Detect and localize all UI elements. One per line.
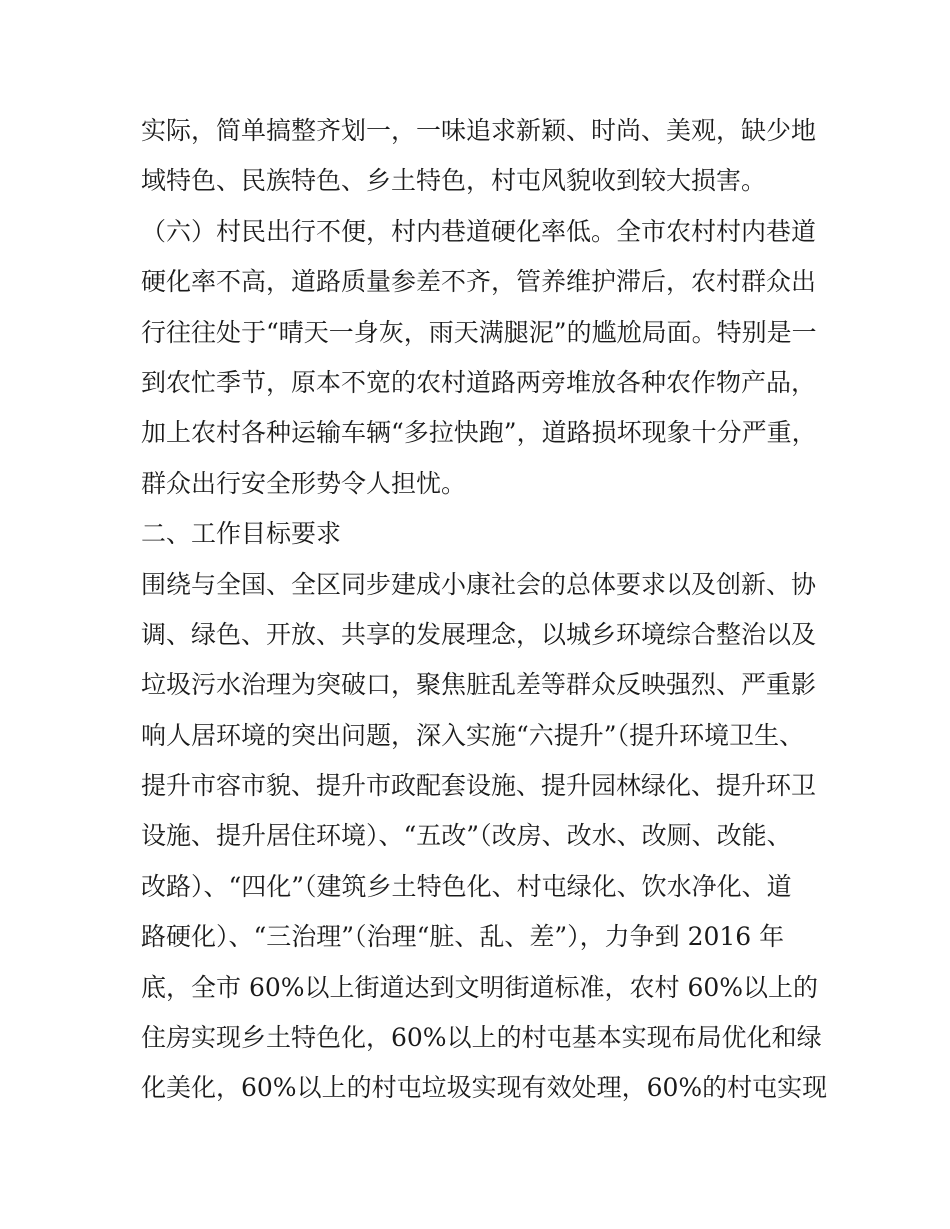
text-line: 化美化，60%以上的村屯垃圾实现有效处理，60%的村屯实现	[141, 1073, 828, 1103]
document-body	[141, 106, 828, 1114]
text-line: 底，全市 60%以上街道达到文明街道标准，农村 60%以上的	[141, 972, 819, 1002]
text-line: 围绕与全国、全区同步建成小康社会的总体要求以及创新、协	[141, 569, 817, 599]
text-line: 改路）、“四化”（建筑乡土特色化、村屯绿化、饮水净化、道	[141, 871, 792, 901]
text-line: 垃圾污水治理为突破口，聚焦脏乱差等群众反映强烈、严重影	[141, 670, 817, 700]
text-line: 响人居环境的突出问题，深入实施“六提升”（提升环境卫生、	[141, 720, 805, 750]
text-line: 域特色、民族特色、乡土特色，村屯风貌收到较大损害。	[141, 166, 767, 196]
text-line: 群众出行安全形势令人担忧。	[141, 468, 467, 498]
text-line: 实际，简单搞整齐划一，一味追求新颖、时尚、美观，缺少地	[141, 116, 817, 145]
section-heading: 二、工作目标要求	[141, 519, 342, 549]
text-line: 到农忙季节，原本不宽的农村道路两旁堆放各种农作物产品，	[141, 367, 817, 397]
text-line: 提升市容市貌、提升市政配套设施、提升园林绿化、提升环卫	[141, 771, 817, 801]
text-line: 加上农村各种运输车辆“多拉快跑”，道路损坏现象十分严重，	[141, 418, 817, 448]
text-line: 行往往处于“晴天一身灰，雨天满腿泥”的尴尬局面。特别是一	[141, 317, 817, 347]
section-heading-line: （六）村民出行不便，村内巷道硬化率低。全市农村村内巷道	[141, 216, 817, 246]
text-line: 住房实现乡土特色化，60%以上的村屯基本实现布局优化和绿	[141, 1023, 822, 1053]
text-line: 设施、提升居住环境）、“五改”（改房、改水、改厕、改能、	[141, 821, 792, 851]
text-line: 路硬化）、“三治理”（治理“脏、乱、差”），力争到 2016 年	[141, 922, 785, 952]
text-line: 调、绿色、开放、共享的发展理念，以城乡环境综合整治以及	[141, 619, 817, 649]
text-line: 硬化率不高，道路质量参差不齐，管养维护滞后，农村群众出	[141, 267, 817, 297]
